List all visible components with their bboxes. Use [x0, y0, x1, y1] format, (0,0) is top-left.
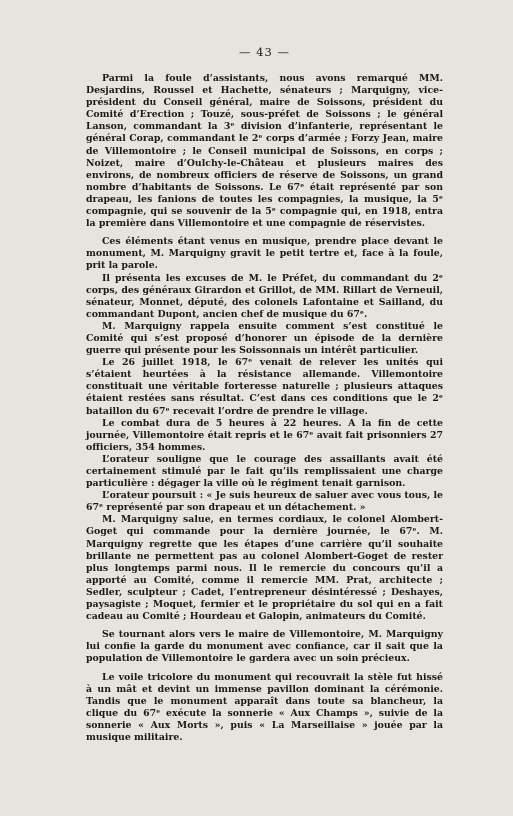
paragraph-combat: Le combat dura de 5 heures à 22 heures. A la fin de cette journée, Villemontoire était repris et le 67ᵉ avait fait prisonniers 27 officiers, 354 hommes.: [86, 417, 443, 453]
paragraph-excuses: Il présenta les excuses de M. le Préfet, du commandant du 2ᵉ corps, des généraux Girardon et Grillot, de MM. Rillart de Verneuil, sénateur, Monnet, député, des colonels Lafontaine et Sailland, du commandant Dupont, ancien chef de musique du 67ᵉ.: [86, 272, 443, 320]
paragraph-speech-quote: L’orateur poursuit : « Je suis heureux de saluer avec vous tous, le 67ᵉ représenté par son drapeau et un détachement. »: [86, 490, 443, 514]
page-number: — 43 —: [239, 45, 290, 59]
paragraph-unveiling: Le voile tricolore du monument qui recouvrait la stèle fut hissé à un mât et devint un immense pavillon dominant la cérémonie. Tandis que le monument apparaît dans toute sa blancheur, la clique du 67ᵉ exécute la sonnerie « Aux Champs », suivie de la sonnerie « Aux Morts », puis « La Marseillaise » jouée par la musique militaire.: [86, 671, 443, 743]
paragraph-courage: L’orateur souligne que le courage des assaillants avait été certainement stimulé par le fait qu’ils remplissaient une charge particulière : dégager la ville où le régiment tenait garnison.: [86, 453, 443, 490]
paragraph-thanks: M. Marquigny salue, en termes cordiaux, le colonel Alombert-Goget qui commande pour la dernière journée, le 67ᵉ. M. Marquigny regrette que les étapes d’une carrière qu’il souhaite brillante ne permettent pas au colonel Alombert-Goget de rester plus longtemps parmi nous. Il le remercie du concours qu’il a apporté au Comité, comme il remercie MM. Prat, architecte ; Sedler, sculpteur ; Cadet, l’entrepreneur désintéressé ; Deshayes, paysagiste ; Moquet, fermier et le propriétaire du sol qui en a fait cadeau au Comité ; Hourdeau et Galopin, animateurs du Comité.: [86, 514, 443, 623]
paragraph-arrival: Ces éléments étant venus en musique, prendre place devant le monument, M. Marquigny gravit le petit tertre et, face à la foule, prit la parole.: [86, 236, 443, 272]
paragraph-attendees: Parmi la foule d’assistants, nous avons remarqué MM. Desjardins, Roussel et Hachette, sénateurs ; Marquigny, vice-président du Conseil général, maire de Soissons, président du Comité d’Erection ; Touzé, sous-préfet de Soissons ; le général Lanson, commandant la 3ᵉ division d’infanterie, représentant le général Corap, commandant le 2ᵉ corps d’armée ; Forzy Jean, maire de Villemontoire ; le Conseil municipal de Soissons, en corps ; Noizet, maire d’Oulchy-le-Château et plusieurs maires des environs, de nombreux officiers de réserve de Soissons, un grand nombre d’habitants de Soissons. Le 67ᵉ était représenté par son drapeau, les fanions de toutes les compagnies, la musique, la 5ᵉ compagnie, qui se souvenir de la 5ᵉ compagnie qui, en 1918, entra la première dans Villemontoire et une compagnie de réservistes.: [86, 73, 443, 230]
paragraph-july-1918: Le 26 juillet 1918, le 67ᵉ venait de relever les unités qui s’étaient heurtées à la résistance allemande. Villemontoire constituait une véritable forteresse naturelle ; plusieurs attaques étaient restées sans résultat. C’est dans ces conditions que le 2ᵉ bataillon du 67ᵉ recevait l’ordre de prendre le village.: [86, 357, 443, 417]
paragraph-committee: M. Marquigny rappela ensuite comment s’est constitué le Comité qui s’est proposé d’honorer un épisode de la dernière guerre qui présente pour les Soissonnais un intérêt particulier.: [86, 320, 443, 357]
paragraph-custody: Se tournant alors vers le maire de Villemontoire, M. Marquigny lui confie la garde du monument avec confiance, car il sait que la population de Villemontoire le gardera avec un soin précieux.: [86, 629, 443, 665]
